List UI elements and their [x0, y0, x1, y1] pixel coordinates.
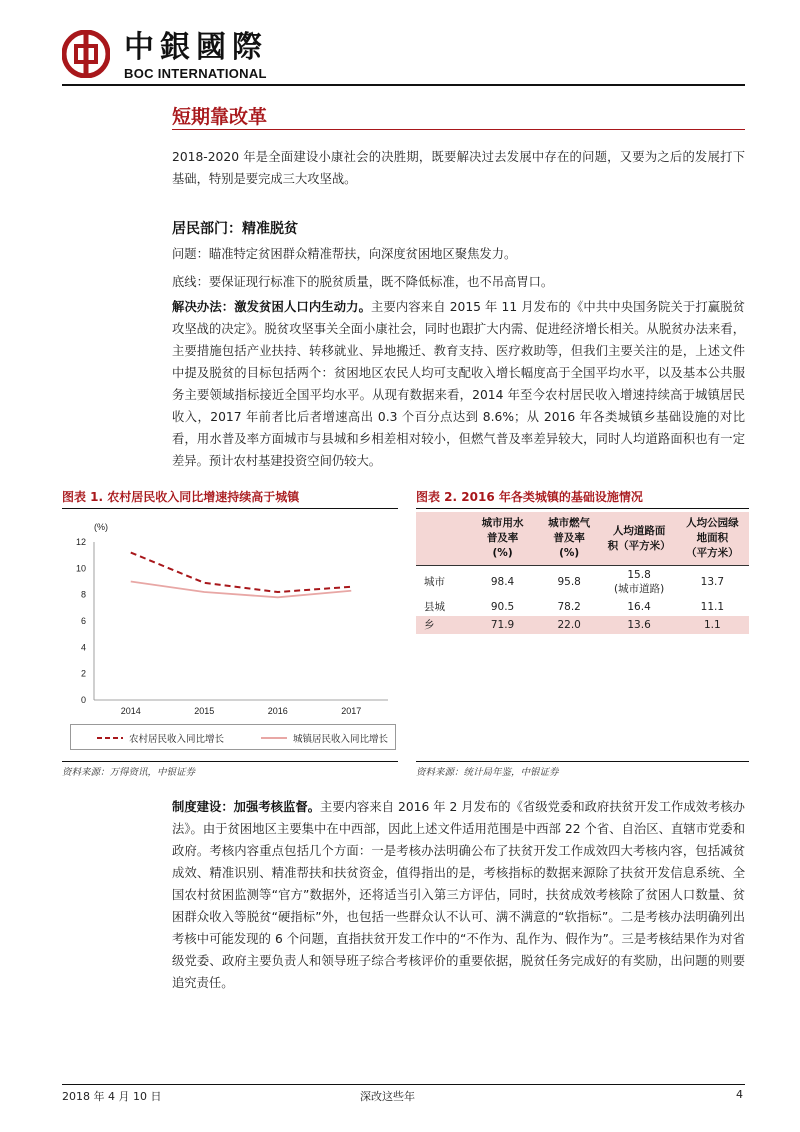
y-tick-label: 6: [80, 616, 86, 626]
system-paragraph: [172, 796, 745, 994]
figure2-bottom-rule: [416, 761, 749, 762]
legend-swatch-urban: [261, 735, 287, 741]
boc-logo-icon: [62, 30, 110, 78]
line-chart: [62, 512, 398, 724]
x-tick-label: 2017: [341, 706, 362, 716]
y-tick-label: 8: [80, 589, 86, 600]
legend-label-rural: 农村居民收入同比增长: [129, 734, 225, 745]
footer-title: 深改这些年: [360, 1090, 415, 1103]
table-row: [416, 598, 749, 616]
y-tick-label: 2: [80, 668, 86, 679]
cell-water: 71.9: [469, 616, 536, 634]
legend-swatch-rural: [97, 735, 123, 741]
table-header-row: [416, 512, 749, 566]
figure1-title: 图表 1. 农村居民收入同比增速持续高于城镇: [62, 490, 300, 504]
cell-park: 1.1: [676, 616, 749, 634]
y-tick-label: 4: [80, 642, 86, 653]
cell-gas: 95.8: [536, 566, 603, 599]
cell-gas: 22.0: [536, 616, 603, 634]
infrastructure-table: [416, 512, 749, 634]
intro-paragraph: 2018-2020 年是全面建设小康社会的决胜期，既要解决过去发展中存在的问题，又要为之后的发展打下基础，特别是要完成三大攻坚战。: [172, 150, 745, 186]
header-cell-park: 人均公园绿 地面积 （平方米）: [676, 512, 749, 566]
header-cell-water: 城市用水 普及率 (%): [469, 512, 536, 566]
table-row: [416, 566, 749, 599]
x-tick-label: 2016: [267, 706, 288, 716]
header-divider: [62, 84, 745, 86]
header: [62, 30, 292, 80]
page-number: 4: [736, 1088, 743, 1101]
legend-label-urban: 城镇居民收入同比增长: [293, 734, 389, 745]
section-title: 短期靠改革: [172, 106, 268, 128]
solution-body: 主要内容来自 2015 年 11 月发布的《中共中央国务院关于打赢脱贫攻坚战的决定》。脱贫攻坚事关全面小康社会，同时也跟扩大内需、促进经济增长相关。从脱贫办法来看，主要措施包括产业扶持、转移就业、异地搬迁、教育支持、医疗救助等，但我们主要关注的是，上述文件中提及脱贫的目标包括两个：贫困地区农民人均可支配收入增长幅度高于全国平均水平，以及基本公共服务主要领域指标接近全国平均水平。从现有数据来看，2014 年至今农村居民收入增速持续高于城镇居民收入，2017 年前者比后者增速高出 0.3 个百分点达到 8.6%；从 2016 年各类城镇乡基础设施的对比看，用水普及率方面城市与县城和乡相差相对较小，但燃气普及率差异较大，同时人均道路面积也有一定差异。预计农村基建投资空间仍较大。: [172, 300, 745, 468]
cell-park: 11.1: [700, 601, 725, 613]
figure1-chart: [62, 512, 398, 760]
legend-item-urban: [261, 731, 388, 745]
chart-legend: [70, 724, 396, 750]
legend-item-rural: [97, 731, 224, 745]
row-label: 乡: [416, 616, 469, 634]
logo-chinese-name: 中銀國際: [124, 30, 268, 65]
figure1-top-rule: [62, 508, 398, 509]
system-lead: 制度建设：加强考核监督。: [172, 800, 321, 814]
cell-water: 90.5: [490, 601, 515, 613]
header-cell-empty: [416, 512, 469, 566]
footer-divider: [62, 1084, 745, 1085]
header-cell-gas: 城市燃气 普及率 (%): [536, 512, 603, 566]
logo-english-name: BOC INTERNATIONAL: [124, 66, 267, 81]
row-label: 县城: [424, 601, 445, 613]
cell-water: 98.4: [469, 566, 536, 599]
header-cell-road: 人均道路面 积（平方米）: [602, 512, 675, 566]
row-label: 城市: [416, 566, 469, 599]
cell-gas: 78.2: [557, 601, 581, 613]
problem-paragraph: 问题：瞄准特定贫困群众精准帮扶，向深度贫困地区聚焦发力。: [172, 247, 517, 261]
footer-date: 2018 年 4 月 10 日: [62, 1090, 162, 1103]
x-tick-label: 2015: [194, 706, 215, 716]
cell-road: 16.4: [627, 601, 651, 613]
table-row: [416, 616, 749, 634]
cell-road: 15.8 (城市道路): [602, 566, 675, 599]
figure1-bottom-rule: [62, 761, 398, 762]
section-divider: [172, 129, 745, 130]
figure2-source: 资料来源：统计局年鉴，中银证券: [416, 767, 559, 778]
figure2-title: 图表 2. 2016 年各类城镇的基础设施情况: [416, 490, 643, 504]
solution-paragraph: [172, 296, 745, 472]
x-tick-label: 2014: [120, 706, 141, 716]
system-body: 主要内容来自 2016 年 2 月发布的《省级党委和政府扶贫开发工作成效考核办法》。由于贫困地区主要集中在中西部，因此上述文件适用范围是中西部 22 个省、自治区、直辖市党委和政府。考核内容重点包括几个方面：一是考核办法明确公布了扶贫开发工作成效四大考核内容，包括减贫成效、精准识别、精准帮扶和扶贫资金，值得指出的是，考核指标的数据来源除了扶贫开发信息系统、全国农村贫困监测等“官方”数据外，还将适当引入第三方评估，同时，扶贫成效考核除了贫困人口数量、贫困群众收入等脱贫“硬指标”外，也包括一些群众认不认可、满不满意的“软指标”。二是考核办法明确列出考核中可能发现的 6 个问题，直指扶贫开发工作中的“不作为、乱作为、假作为”。三是考核结果作为对省级党委、政府主要负责人和领导班子综合考核评价的重要依据，脱贫任务完成好的有奖励，出问题的则要追究责任。: [172, 800, 745, 990]
y-axis-unit: (%): [94, 522, 108, 532]
cell-park: 13.7: [676, 566, 749, 599]
solution-lead: 解决办法：激发贫困人口内生动力。: [172, 300, 372, 314]
resident-subtitle: 居民部门：精准脱贫: [172, 221, 298, 237]
cell-road: 13.6: [602, 616, 675, 634]
y-tick-label: 12: [75, 537, 86, 547]
figure1-source: 资料来源：万得资讯，中银证券: [62, 767, 196, 778]
figure2-top-rule: [416, 508, 749, 509]
y-tick-label: 10: [75, 563, 86, 574]
bottom-line-paragraph: 底线：要保证现行标准下的脱贫质量，既不降低标准，也不吊高胃口。: [172, 275, 554, 289]
y-tick-label: 0: [80, 695, 86, 705]
